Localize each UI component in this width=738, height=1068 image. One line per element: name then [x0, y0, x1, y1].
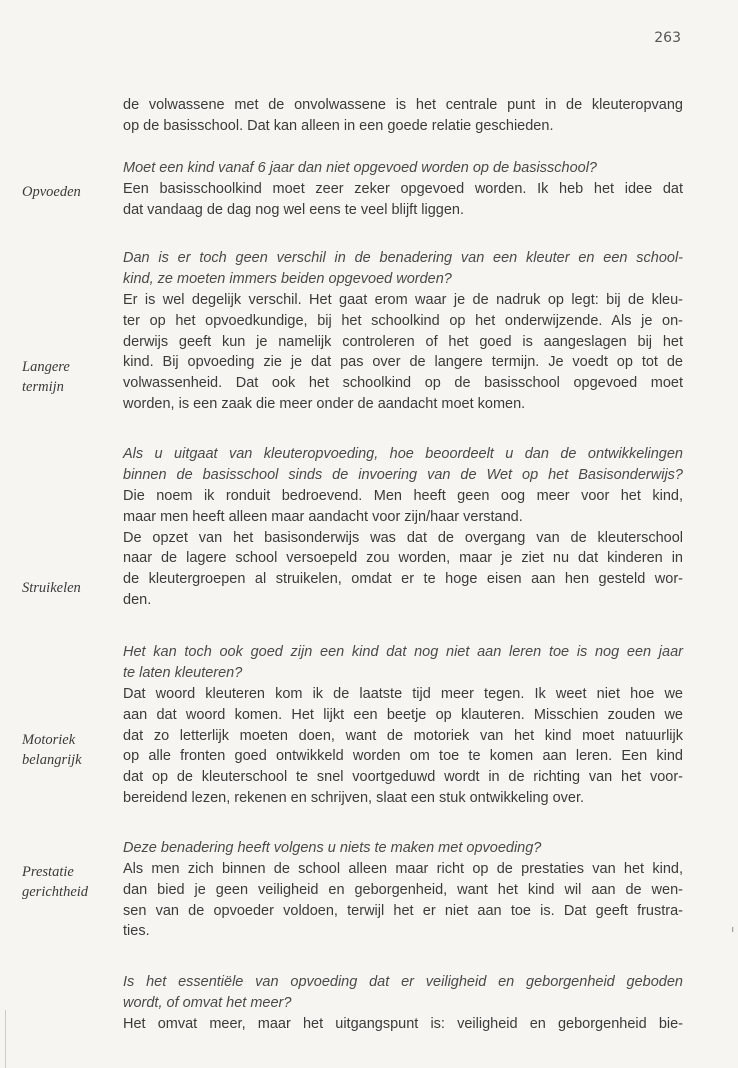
scan-left-rule: [5, 1010, 6, 1068]
question-3: Als u uitgaat van kleuteropvoeding, hoe beoordeelt u dan de ontwikkelingen binnen de basisschool sinds de invoering van de Wet op het Basisonderwijs?: [123, 446, 683, 483]
question-2: Dan is er toch geen verschil in de benadering van een kleuter en een school- kind, ze moeten immers beiden opgevoed worden?: [123, 250, 683, 287]
answer-6: Het omvat meer, maar het uitgangspunt is: veiligheid en geborgenheid bie-: [123, 1016, 683, 1032]
answer-3: Die noem ik ronduit bedroevend. Men heeft geen oog meer voor het kind, maar men heeft alleen maar aandacht voor zijn/haar verstand. De opzet van het basisonderwijs was dat de overgang van de kleuterschool naar de lagere school versoepeld zou worden, maar je ziet nu dat kinderen in de kleutergroepen al struikelen, omdat er te hoge eisen aan hen gesteld wor- den.: [123, 488, 683, 608]
margin-note-struikelen: Struikelen: [22, 580, 81, 596]
answer-1: Een basisschoolkind moet zeer zeker opgevoed worden. Ik heb het idee dat dat vandaag de dag nog wel eens te veel blijft liggen.: [123, 181, 683, 218]
answer-5: Als men zich binnen de school alleen maar richt op de prestaties van het kind, dan bied je geen veiligheid en geborgenheid, want het kind wil aan de wen- sen van de opvoeder voldoen, terwijl het er niet aan toe is. Dat geeft frustra- ties.: [123, 861, 683, 940]
margin-note-prestatie: Prestatie gerichtheid: [22, 864, 89, 900]
question-6: Is het essentiële van opvoeding dat er veiligheid en geborgenheid geboden wordt, of omvat het meer?: [123, 974, 683, 1011]
question-1: Moet een kind vanaf 6 jaar dan niet opgevoed worden op de basisschool?: [123, 160, 597, 176]
scan-edge-mark: ı: [731, 925, 734, 935]
answer-2: Er is wel degelijk verschil. Het gaat erom waar je de nadruk op legt: bij de kleu- ter op het opvoedkundige, bij het schoolkind op het onderwijzende. Als je on- derwijs geeft kun je namelijk controleren of het goed is aangeslagen bij het kind. Bij opvoeding zie je dat pas over de langere termijn. Je voedt op tot de volwassenheid. Dat ook het schoolkind op de basisschool opgevoed moet worden, is een zaak die meer onder de aandacht moet komen.: [123, 292, 683, 412]
margin-note-langere-termijn: Langere termijn: [22, 359, 70, 395]
margin-note-opvoeden: Opvoeden: [22, 184, 81, 200]
intro-paragraph: de volwassene met de onvolwassene is het centrale punt in de kleuteropvang op de basisschool. Dat kan alleen in een goede relatie geschieden.: [123, 97, 683, 134]
question-4: Het kan toch ook goed zijn een kind dat nog niet aan leren toe is nog een jaar te laten kleuteren?: [123, 644, 683, 681]
question-5: Deze benadering heeft volgens u niets te maken met opvoeding?: [123, 840, 542, 856]
page-number: 263: [654, 30, 681, 46]
margin-note-motoriek: Motoriek belangrijk: [22, 732, 82, 768]
answer-4: Dat woord kleuteren kom ik de laatste tijd meer tegen. Ik weet niet hoe we aan dat woord komen. Het lijkt een beetje op klauteren. Misschien zouden we dat zo letterlijk moeten doen, want de motoriek van het kind moet natuurlijk op alle fronten goed ontwikkeld worden om toe te komen aan leren. Een kind dat op de kleuterschool te snel voortgeduwd wordt in de richting van het voor- bereidend lezen, rekenen en schrijven, slaat een stuk ontwikkeling over.: [123, 686, 683, 806]
